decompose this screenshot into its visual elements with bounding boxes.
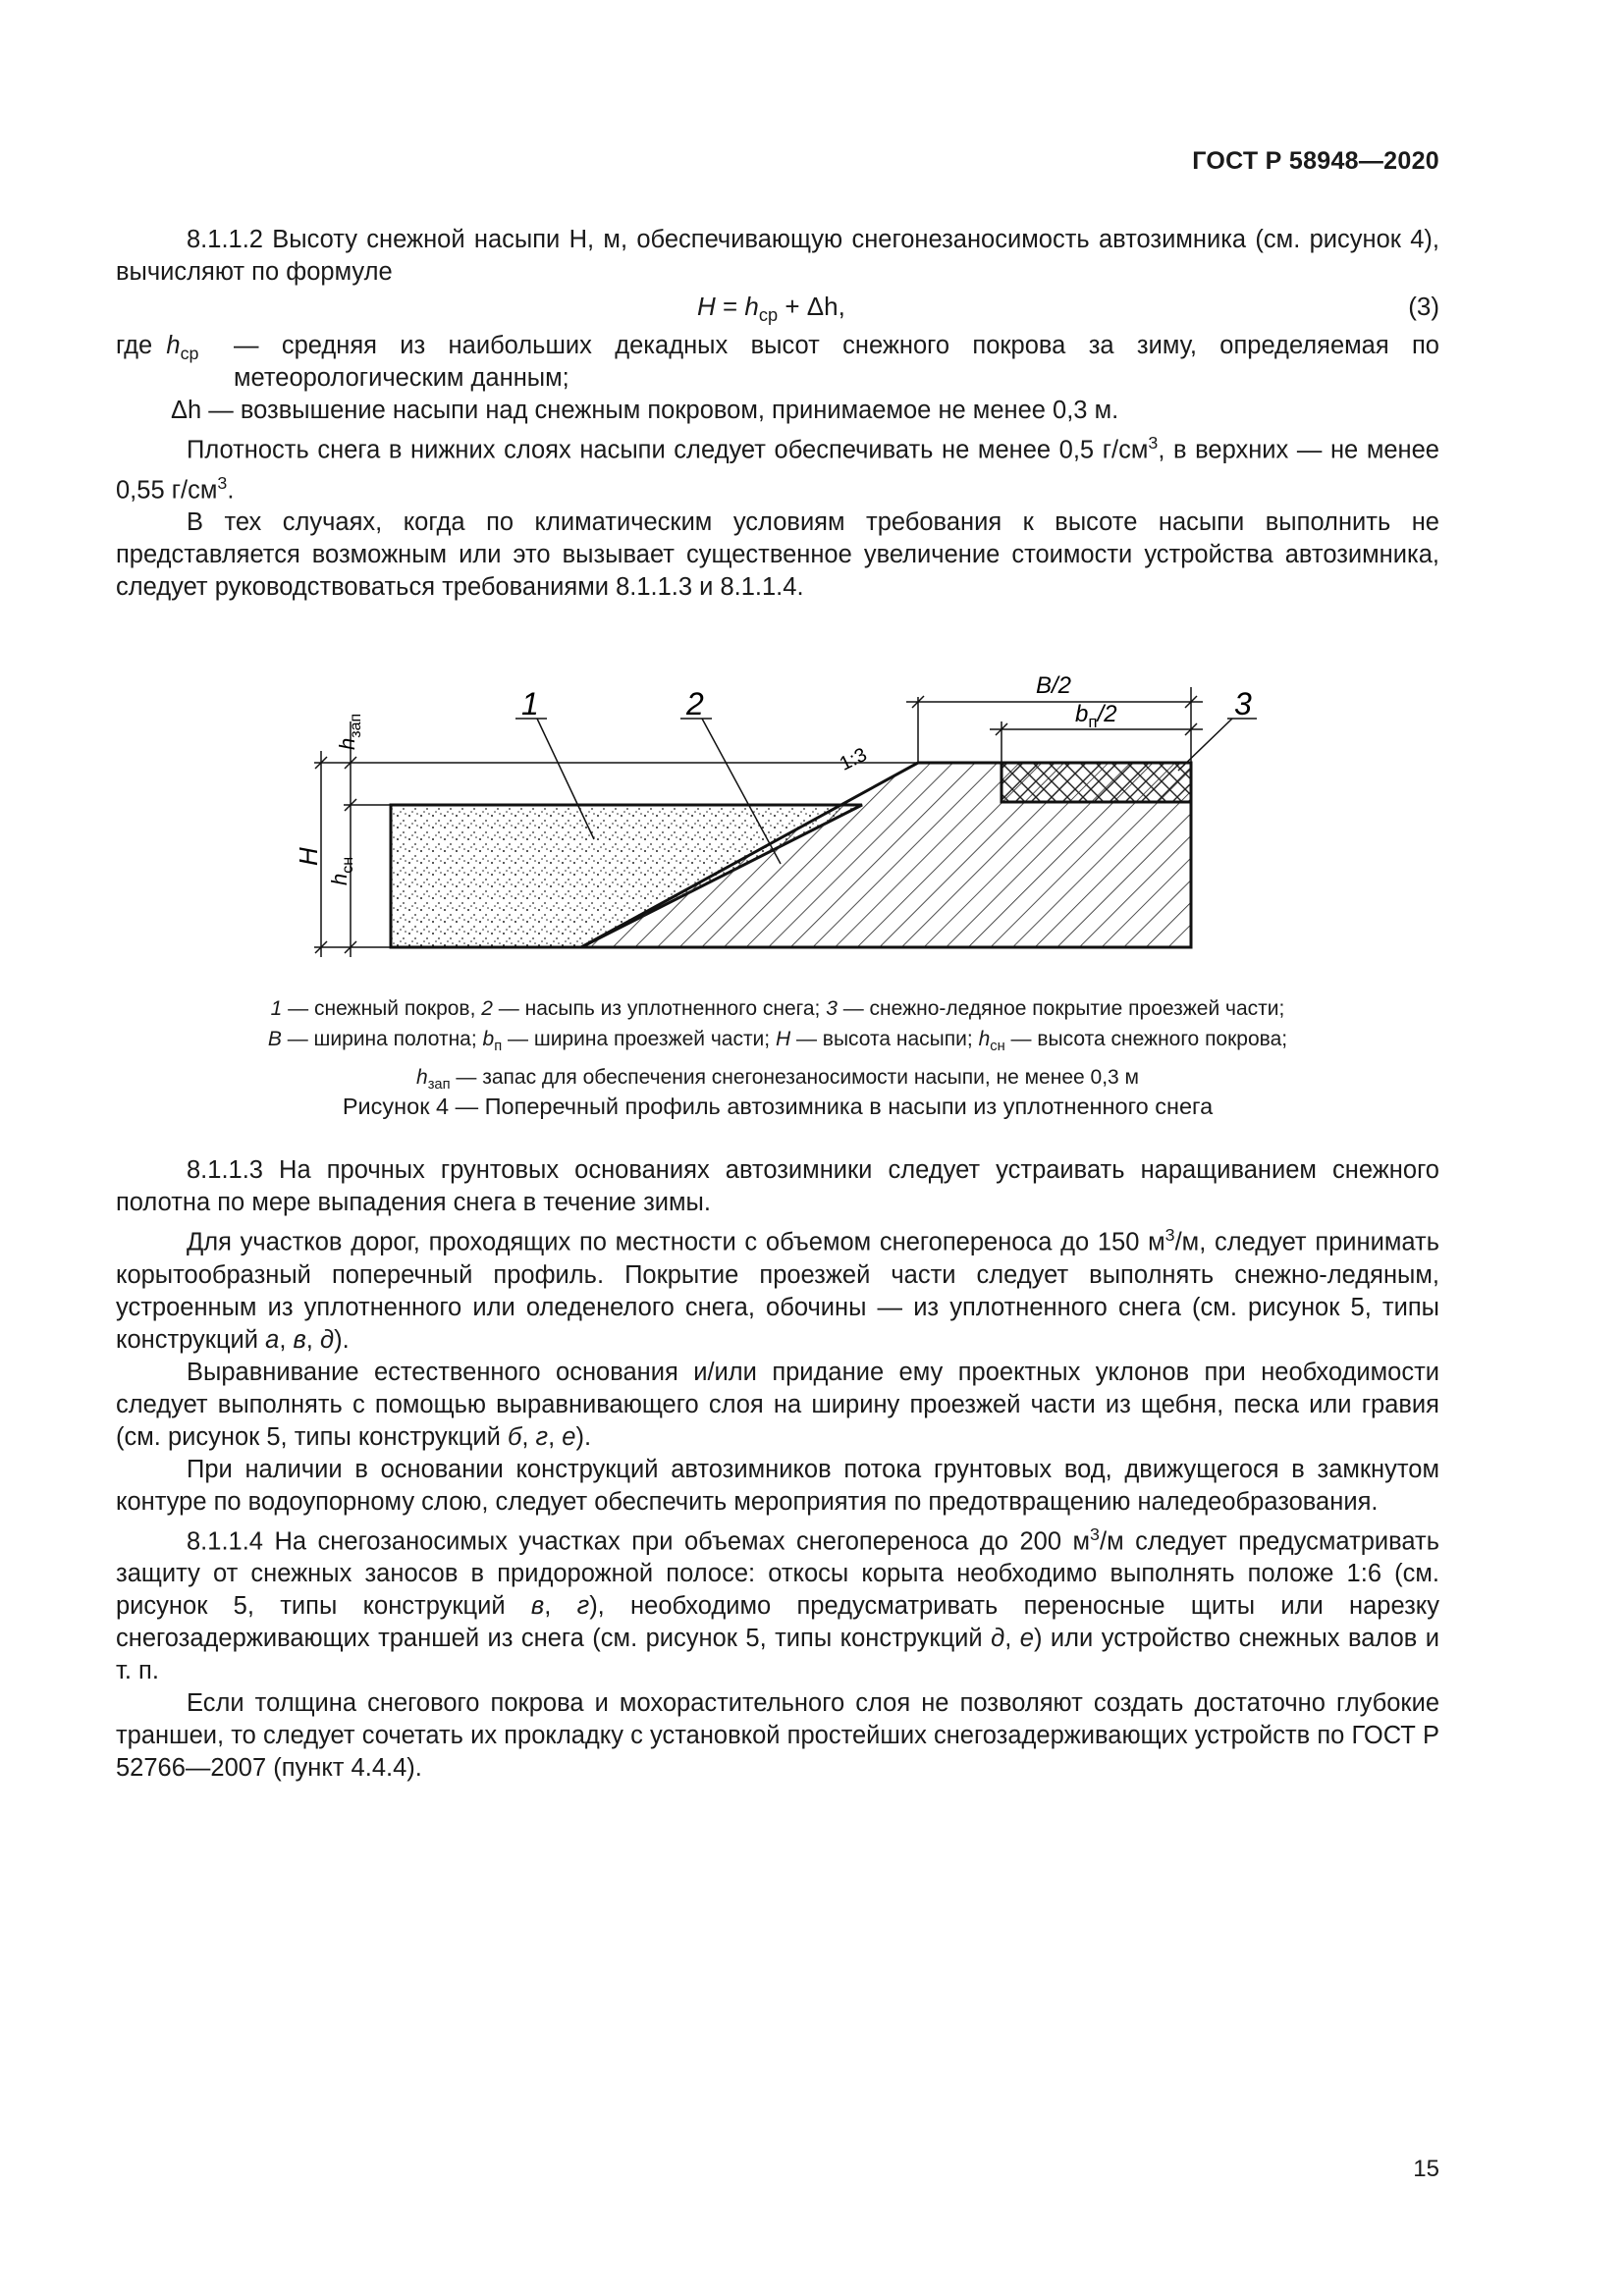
where-delta-h: Δh — возвышение насыпи над снежным покровом, принимаемое не менее 0,3 м.	[171, 397, 1119, 424]
formula-expression: $H = h_{ср} + \Delta h$,	[697, 292, 845, 326]
label-bp-half: $b_п/2$	[1075, 701, 1117, 731]
paragraph-climate-cases: В тех случаях, когда по климатическим условиям требования к высоте насыпи выполнить не представляется возможным или это вызывает существенное увеличение стоимости устройства автозимника, следует руководствоваться требованиями 8.1.1.3 и 8.1.1.4.	[116, 508, 1439, 601]
formula-3	[116, 291, 1439, 326]
paragraph-snow-density: Плотность снега в нижних слоях насыпи следует обеспечивать не менее 0,5 $г/см^3$, в верхних — не менее 0,55 $г/см^3$.	[116, 433, 1439, 504]
page-number: 15	[1413, 2156, 1439, 2182]
where-hcp: где $h_{ср}$ — средняя из наибольших декадных высот снежного покрова за зиму, определяемая по метеорологическим данным;	[116, 330, 1439, 395]
legend-line-1: 1 — снежный покров, 2 — насыпь из уплотненного снега; 3 — снежно-ледяное покрытие проезжей части;	[270, 997, 1285, 1020]
paragraph-8-1-1-4: 8.1.1.4 На снегозаносимых участках при объемах снегопереноса до 200 $м^3/м$ следует предусматривать защиту от снежных заносов в придорожной полосе: откосы корыта необходимо выполнять положе 1:6 (см. рисунок 5, типы конструкций в, г), необходимо предусматривать переносные щиты или нарезку снегозадерживающих траншей из снега (см. рисунок 5, типы конструкций д, е) или устройство снежных валов и т. п.	[116, 1523, 1440, 1684]
label-hzap: $h_{зап}$	[335, 713, 364, 750]
document-id: ГОСТ Р 58948—2020	[1192, 147, 1439, 175]
label-H: H	[294, 847, 323, 866]
hcp-description: — средняя из наибольших декадных высот снежного покрова за зиму, определяемая по метеорологическим данным;	[234, 332, 1439, 392]
paragraph-leveling: Выравнивание естественного основания и/или придание ему проектных уклонов при необходимости следует выполнять с помощью выравнивающего слоя на ширину проезжей части из щебня, песка или гравия (см. рисунок 5, типы конструкций б, г, е).	[116, 1358, 1439, 1451]
label-slope: 1:3	[836, 743, 871, 775]
label-1: 1	[521, 686, 539, 721]
legend-line-3: $h_{зап}$ — запас для обеспечения снегонезаносимости насыпи, не менее 0,3 м	[416, 1066, 1139, 1094]
pavement-region	[1001, 763, 1191, 802]
paragraph-height-formula-intro: 8.1.1.2 Высоту снежной насыпи H, м, обеспечивающую снегонезаносимость автозимника (см. рисунок 4), вычисляют по формуле	[116, 226, 1439, 286]
label-b-half: B/2	[1036, 672, 1072, 699]
legend-line-2: B — ширина полотна; $b_п$ — ширина проезжей части; H — высота насыпи; $h_{сн}$ — высота снежного покрова;	[267, 1028, 1288, 1055]
section-8-1-1-3	[116, 1154, 1439, 1785]
label-2: 2	[686, 686, 704, 721]
figure-title: Рисунок 4 — Поперечный профиль автозимника в насыпи из уплотненного снега	[342, 1094, 1214, 1119]
paragraph-trenches: Если толщина снегового покрова и мохорастительного слоя не позволяют создать достаточно глубокие траншеи, то следует сочетать их прокладку с установкой простейших снегозадерживающих устройств по ГОСТ Р 52766—2007 (пункт 4.4.4).	[116, 1689, 1439, 1782]
section-8-1-1-2	[116, 224, 1439, 604]
figure-4-cross-section	[290, 648, 1281, 982]
label-hsn: $h_{сн}$	[327, 856, 356, 885]
paragraph-trough-profile: Для участков дорог, проходящих по местности с объемом снегопереноса до 150 $м^3/м$, следует принимать корытообразный поперечный профиль. Покрытие проезжей части следует выполнять снежно-ледяным, устроенным из уплотненного или оледенелого снега, обочины — из уплотненного снега (см. рисунок 5, типы конструкций а, в, д).	[116, 1225, 1439, 1354]
figure-legend	[116, 993, 1439, 1100]
paragraph-groundwater: При наличии в основании конструкций автозимников потока грунтовых вод, движущегося в замкнутом контуре по водоупорному слою, следует обеспечить мероприятия по предотвращению наледеобразования.	[116, 1455, 1439, 1516]
formula-number: (3)	[1408, 292, 1439, 321]
paragraph-8-1-1-3: 8.1.1.3 На прочных грунтовых основаниях автозимники следует устраивать наращиванием снежного полотна по мере выпадения снега в течение зимы.	[116, 1156, 1439, 1216]
label-3: 3	[1234, 686, 1252, 721]
